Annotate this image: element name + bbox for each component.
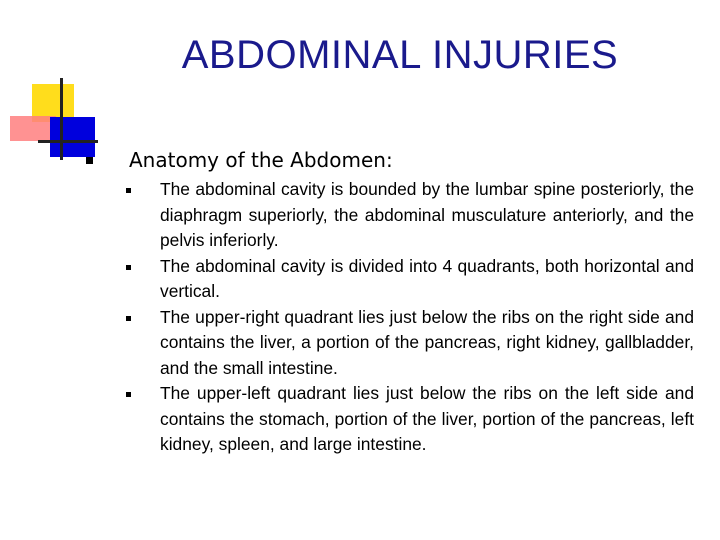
square-bullet-icon (126, 392, 131, 397)
bullet-text: The upper-right quadrant lies just below the ribs on the right side and contains the liver, a portion of the pancreas, right kidney, gallbladder, and the small intestine. (160, 306, 694, 378)
bullet-item (124, 177, 694, 254)
square-bullet-icon (86, 157, 93, 164)
bullet-item (124, 305, 694, 382)
square-bullet-icon (126, 188, 131, 193)
bullet-item (124, 381, 694, 458)
logo-horizontal-line (38, 140, 98, 143)
square-bullet-icon (126, 316, 131, 321)
section-heading: Anatomy of the Abdomen: (129, 148, 393, 172)
bullet-text: The abdominal cavity is divided into 4 quadrants, both horizontal and vertical. (160, 255, 694, 301)
bullet-text: The abdominal cavity is bounded by the lumbar spine posteriorly, the diaphragm superiorly, the abdominal musculature anteriorly, and the pelvis inferiorly. (160, 179, 694, 250)
slide-title: ABDOMINAL INJURIES (181, 33, 619, 77)
bullet-list (124, 177, 694, 458)
logo-vertical-line (60, 78, 63, 160)
bullet-text: The upper-left quadrant lies just below the ribs on the left side and contains the stomach, portion of the liver, portion of the pancreas, left kidney, spleen, and large intestine. (160, 383, 694, 454)
bullet-item (124, 254, 694, 305)
square-bullet-icon (126, 265, 131, 270)
logo-blue-square (50, 117, 95, 157)
